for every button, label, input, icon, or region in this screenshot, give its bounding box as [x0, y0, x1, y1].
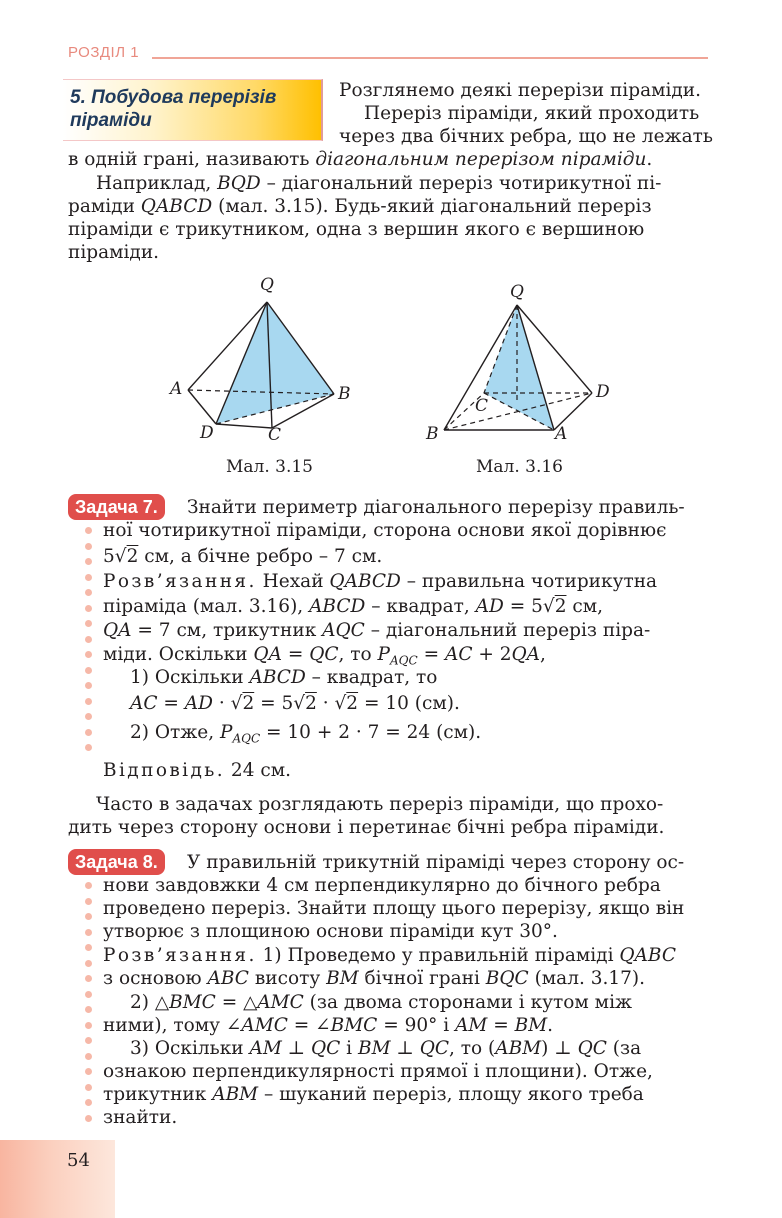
- task-8-solution-3: 2) △BMC = △AMC (за двома сторонами і кутом між: [130, 992, 633, 1013]
- page-number-tab: [0, 1140, 115, 1218]
- vertex-label-a: A: [555, 424, 568, 444]
- task-7-solution-4: міди. Оскільки QA = QC, то $P_{AQC}$ = AC + 2QA,: [103, 644, 546, 668]
- task-8-statement-1: У правильній трикутній піраміді через сторону ос-: [187, 852, 685, 873]
- caption-3-16: Мал. 3.16: [476, 457, 564, 477]
- example-line-4: піраміди.: [68, 242, 160, 263]
- example-line-2: раміди QABCD (мал. 3.15). Будь-який діагональний переріз: [68, 196, 652, 217]
- vertex-label-c: C: [268, 425, 282, 445]
- task-7-solution-1: Розв’язання. Нехай QABCD – правильна чотирикутна: [103, 571, 658, 592]
- task-8-badge: Задача 8.: [68, 849, 165, 875]
- task-8-solution-1: Розв’язання. 1) Проведемо у правильній піраміді QABC: [103, 945, 676, 966]
- task-7-statement-1: Знайти периметр діагонального перерізу правиль-: [187, 497, 685, 518]
- task-8-statement-3: проведено переріз. Знайти площу цього перерізу, якщо він: [103, 898, 685, 919]
- vertex-label-c: C: [475, 396, 489, 416]
- section-title-line-2: піраміди: [70, 110, 152, 131]
- solution-label: Розв’язання.: [103, 571, 257, 592]
- figure-3-15: [160, 270, 360, 450]
- task-7-solution-5: 1) Оскільки ABCD – квадрат, то: [130, 667, 438, 688]
- task-7-statement-3: 5√2 см, а бічне ребро – 7 см.: [103, 546, 383, 567]
- middle-line-1: Часто в задачах розглядають переріз піраміди, що прохо-: [96, 794, 664, 815]
- header-rule: [152, 57, 708, 59]
- task-7-solution-7: 2) Отже, $P_{AQC} = 10 + 2 \cdot 7 = 24$ (см).: [130, 722, 482, 746]
- middle-line-2: дить через сторону основи і перетинає бічні ребра піраміди.: [68, 817, 665, 838]
- task-7-solution-2: піраміда (мал. 3.16), ABCD – квадрат, AD = 5√2 см,: [103, 596, 603, 617]
- example-line-3: піраміди є трикутником, одна з вершин якого є вершиною: [68, 219, 645, 240]
- section-title: [70, 86, 276, 132]
- vertex-label-a: A: [170, 379, 183, 399]
- task-7-answer: Відповідь. 24 см.: [103, 760, 291, 781]
- task-7-solution-3: QA = 7 см, трикутник AQC – діагональний переріз піра-: [103, 620, 651, 641]
- task-7-statement-2: ної чотирикутної піраміди, сторона основи якої дорівнює: [103, 520, 667, 541]
- page-number: 54: [67, 1150, 90, 1171]
- section-title-line-1: 5. Побудова перерізів: [70, 87, 277, 108]
- task-8-dot-rail: [85, 882, 95, 1130]
- figure-3-16: [420, 278, 620, 448]
- task-7-dot-rail: [85, 527, 95, 760]
- solution-label: Розв’язання.: [103, 945, 257, 966]
- intro-line-4: в одній грані, називають діагональним перерізом піраміди.: [68, 149, 653, 170]
- intro-line-1: Розглянемо деякі перерізи піраміди.: [339, 80, 702, 101]
- diagonal-section-bqd: [216, 302, 334, 424]
- task-8-solution-2: з основою ABC висоту BM бічної грані BQC (мал. 3.17).: [103, 968, 646, 989]
- task-8-solution-8: знайти.: [103, 1107, 178, 1128]
- vertex-label-q: Q: [510, 282, 524, 302]
- task-8-statement-4: утворює з площиною основи піраміди кут 30°.: [103, 921, 558, 942]
- vertex-label-d: D: [596, 382, 610, 402]
- answer-label: Відповідь.: [103, 760, 226, 781]
- intro-line-3: через два бічних ребра, що не лежать: [339, 126, 713, 147]
- task-7-badge: Задача 7.: [68, 494, 165, 520]
- running-header: РОЗДІЛ 1: [68, 44, 140, 61]
- vertex-label-d: D: [200, 423, 214, 443]
- task-8-solution-7: трикутник ABM – шуканий переріз, площу якого треба: [103, 1084, 644, 1105]
- task-7-solution-6: AC = AD · √2 = 5√2 · √2 = 10 (см).: [130, 693, 460, 714]
- example-line-1: Наприклад, BQD – діагональний переріз чотирикутної пі-: [96, 173, 662, 194]
- vertex-label-b: B: [426, 424, 439, 444]
- caption-3-15: Мал. 3.15: [226, 457, 314, 477]
- task-8-solution-6: ознакою перпендикулярності прямої і площини). Отже,: [103, 1061, 653, 1082]
- task-8-solution-5: 3) Оскільки AM ⊥ QC і BM ⊥ QC, то (ABM) ⊥ QC (за: [130, 1038, 642, 1059]
- task-8-statement-2: нови завдовжки 4 см перпендикулярно до бічного ребра: [103, 875, 661, 896]
- term-diagonal-section: діагональним перерізом піраміди: [315, 149, 647, 170]
- vertex-label-b: B: [338, 384, 351, 404]
- task-8-solution-4: ними), тому ∠AMC = ∠BMC = 90° і AM = BM.: [103, 1015, 554, 1036]
- intro-line-2: Переріз піраміди, який проходить: [364, 103, 700, 124]
- vertex-label-q: Q: [260, 275, 274, 295]
